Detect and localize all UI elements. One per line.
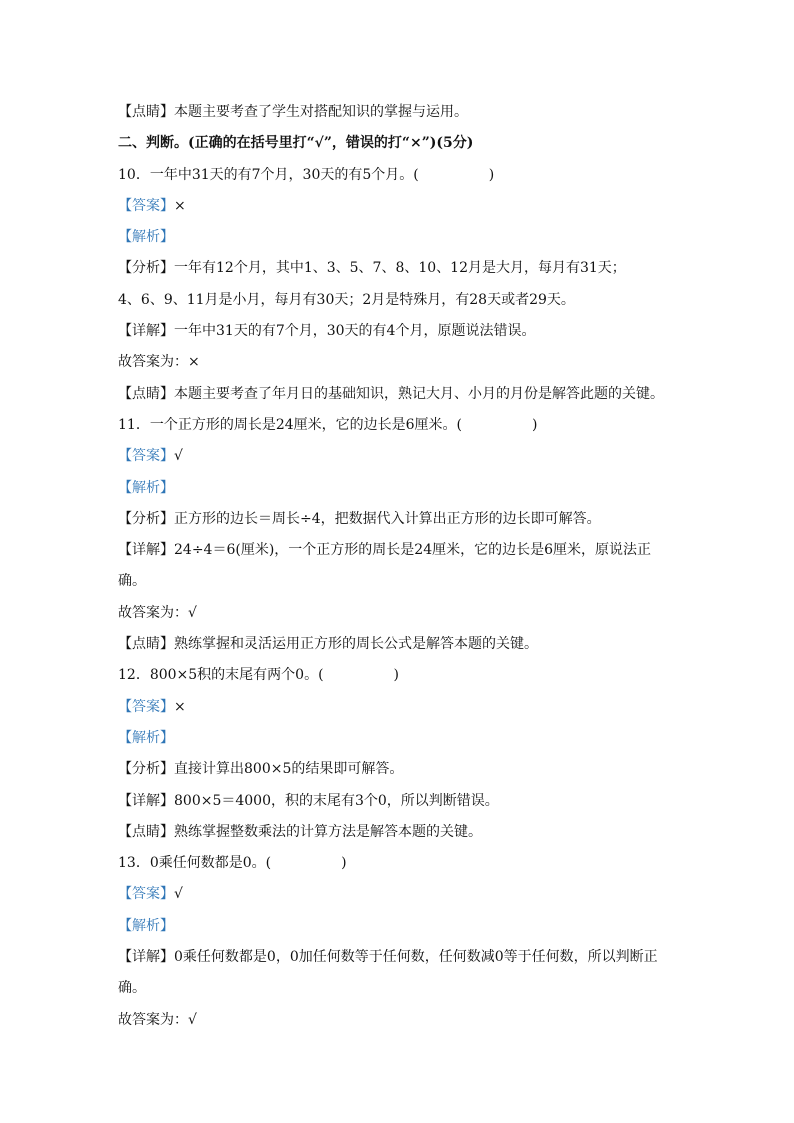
line-text: 确。: [118, 980, 146, 997]
analysis-tag: 【解析】: [118, 479, 174, 496]
line-text: 故答案为：√: [118, 604, 197, 621]
answer-line: [118, 195, 678, 226]
document-page: [118, 101, 678, 1040]
point-line: [118, 821, 678, 852]
detail-line: [118, 539, 678, 570]
line-text: 熟练掌握和灵活运用正方形的周长公式是解答本题的关键。: [174, 636, 538, 653]
continuation-line: [118, 289, 678, 320]
answer-mark: √: [174, 886, 183, 903]
line-text: 确。: [118, 573, 146, 590]
line-text: 800×5＝4000，积的末尾有3个0，所以判断错误。: [174, 792, 499, 809]
detail-line: [118, 320, 678, 351]
section-heading-text: 二、判断。(正确的在括号里打“√”，错误的打“×”)(5分): [118, 135, 474, 152]
final-answer-line: [118, 602, 678, 633]
line-text: 直接计算出800×5的结果即可解答。: [174, 761, 404, 778]
question-11: [118, 414, 678, 445]
analysis-line: [118, 477, 678, 508]
line-text: 本题主要考查了学生对搭配知识的掌握与运用。: [174, 104, 468, 120]
line-text: 本题主要考查了年月日的基础知识，熟记大月、小月的月份是解答此题的关键。: [174, 385, 664, 402]
detail-tag: 【详解】: [118, 323, 174, 340]
answer-mark: ×: [174, 698, 186, 715]
continuation-line: [118, 977, 678, 1008]
detail-tag: 【详解】: [118, 542, 174, 559]
section-heading: [118, 132, 678, 163]
point-line: [118, 633, 678, 664]
answer-tag: 【答案】: [118, 448, 174, 465]
line-text: 24÷4＝6(厘米)，一个正方形的周长是24厘米，它的边长是6厘米，原说法正: [174, 542, 652, 559]
analysis-line: [118, 915, 678, 946]
point-tag: 【点睛】: [118, 385, 174, 402]
point-line: [118, 383, 678, 414]
question-text: 10．一年中31天的有7个月，30天的有5个月。( ): [118, 166, 495, 183]
line-text: 正方形的边长＝周长÷4，把数据代入计算出正方形的边长即可解答。: [174, 510, 601, 527]
line-text: 0乘任何数都是0，0加任何数等于任何数，任何数减0等于任何数，所以判断正: [174, 949, 658, 966]
final-answer-line: [118, 351, 678, 382]
detail-tag: 【详解】: [118, 792, 174, 809]
analysis-line: [118, 727, 678, 758]
fenxi-line: [118, 508, 678, 539]
fenxi-line: [118, 257, 678, 288]
line-text: 熟练掌握整数乘法的计算方法是解答本题的关键。: [174, 823, 482, 840]
question-10: [118, 164, 678, 195]
question-13: [118, 852, 678, 883]
fenxi-tag: 【分析】: [118, 761, 174, 778]
point-tag: 【点睛】: [118, 636, 174, 653]
answer-tag: 【答案】: [118, 698, 174, 715]
question-12: [118, 664, 678, 695]
line-text: 故答案为：√: [118, 1011, 197, 1028]
answer-line: [118, 883, 678, 914]
line-text: 一年有12个月，其中1、3、5、7、8、10、12月是大月，每月有31天；: [174, 260, 626, 277]
analysis-tag: 【解析】: [118, 229, 174, 246]
final-answer-line: [118, 1009, 678, 1040]
detail-tag: 【详解】: [118, 949, 174, 966]
fenxi-tag: 【分析】: [118, 260, 174, 277]
point-tag: 【点睛】: [118, 823, 174, 840]
answer-tag: 【答案】: [118, 197, 174, 214]
point-tag: 【点睛】: [118, 104, 174, 120]
answer-line: [118, 445, 678, 476]
line-text: 4、6、9、11月是小月，每月有30天；2月是特殊月，有28天或者29天。: [118, 291, 575, 308]
fenxi-tag: 【分析】: [118, 510, 174, 527]
line-text: 故答案为：×: [118, 354, 200, 371]
analysis-tag: 【解析】: [118, 917, 174, 934]
analysis-tag: 【解析】: [118, 729, 174, 746]
question-text: 13．0乘任何数都是0。( ): [118, 855, 347, 872]
question-text: 12．800×5积的末尾有两个0。( ): [118, 667, 400, 684]
point-line: [118, 101, 678, 132]
continuation-line: [118, 570, 678, 601]
line-text: 一年中31天的有7个月，30天的有4个月，原题说法错误。: [174, 323, 536, 340]
answer-line: [118, 696, 678, 727]
answer-mark: √: [174, 448, 183, 465]
answer-mark: ×: [174, 197, 186, 214]
fenxi-line: [118, 758, 678, 789]
detail-line: [118, 946, 678, 977]
detail-line: [118, 790, 678, 821]
answer-tag: 【答案】: [118, 886, 174, 903]
question-text: 11．一个正方形的周长是24厘米，它的边长是6厘米。( ): [118, 416, 538, 433]
analysis-line: [118, 226, 678, 257]
